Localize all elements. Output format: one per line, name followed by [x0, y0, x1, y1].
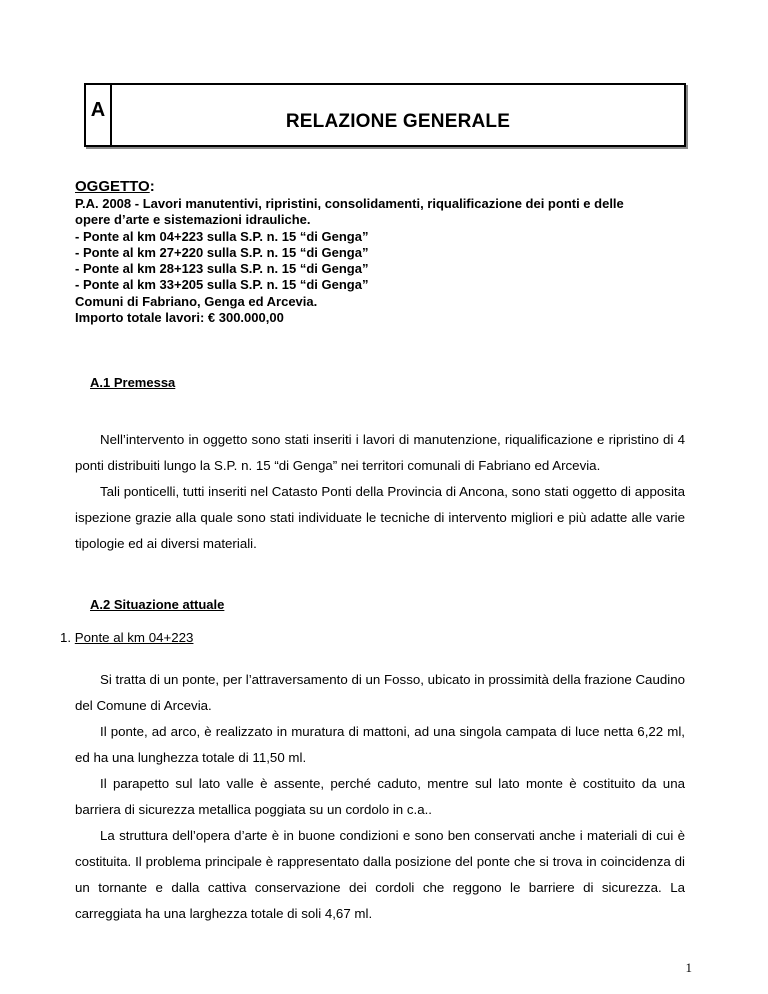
item-number: 1. — [60, 630, 72, 645]
section-title-premessa: A.1 Premessa — [90, 375, 176, 390]
paragraph: Il ponte, ad arco, è realizzato in muratura di mattoni, ad una singola campata di luce netta 6,22 ml, ed ha una lunghezza totale di 11,50 ml. — [75, 724, 685, 765]
section-title-situazione: A.2 Situazione attuale — [90, 597, 225, 612]
oggetto-line: Importo totale lavori: € 300.000,00 — [75, 310, 284, 326]
paragraph: Il parapetto sul lato valle è assente, perché caduto, mentre sul lato monte è costituito da una barriera di sicurezza metallica poggiata su un cordolo in c.a.. — [75, 776, 685, 817]
paragraph: La struttura dell’opera d’arte è in buone condizioni e sono ben conservati anche i materiali di cui è costituita. Il problema principale è rappresentato dalla posizione del ponte che si trova in coincidenza di un tornante e dalla cattiva conservazione dei cordoli che reggono le barriere di sicurezza. La carreggiata ha una larghezza totale di soli 4,67 ml. — [75, 828, 685, 921]
section-header-box — [84, 83, 686, 147]
section-letter: A — [86, 85, 112, 145]
page-number: 1 — [685, 960, 692, 975]
oggetto-block — [75, 178, 715, 326]
situazione-body — [75, 667, 685, 927]
oggetto-line: - Ponte al km 27+220 sulla S.P. n. 15 “di Genga” — [75, 244, 369, 260]
paragraph: Si tratta di un ponte, per l’attraversamento di un Fosso, ubicato in prossimità della frazione Caudino del Comune di Arcevia. — [75, 672, 685, 713]
oggetto-line: - Ponte al km 28+123 sulla S.P. n. 15 “di Genga” — [75, 261, 369, 277]
paragraph: Nell’intervento in oggetto sono stati inseriti i lavori di manutenzione, riqualificazione e ripristino di 4 ponti distribuiti lungo la S.P. n. 15 “di Genga” nei territori comunali di Fabriano ed Arcevia. — [75, 432, 685, 473]
oggetto-label: OGGETTO: — [75, 178, 155, 195]
item-title: Ponte al km 04+223 — [74, 630, 194, 645]
oggetto-line: Comuni di Fabriano, Genga ed Arcevia. — [75, 293, 318, 309]
item-heading — [60, 630, 193, 645]
oggetto-line: - Ponte al km 33+205 sulla S.P. n. 15 “di Genga” — [75, 277, 369, 293]
oggetto-line: - Ponte al km 04+223 sulla S.P. n. 15 “di Genga” — [75, 228, 369, 244]
premessa-body — [75, 427, 685, 557]
oggetto-line: opere d’arte e sistemazioni idrauliche. — [75, 212, 311, 228]
paragraph: Tali ponticelli, tutti inseriti nel Catasto Ponti della Provincia di Ancona, sono stati oggetto di apposita ispezione grazie alla quale sono stati individuate le tecniche di intervento migliori e più adatte alle varie tipologie ed ai diversi materiali. — [75, 484, 685, 551]
oggetto-line: P.A. 2008 - Lavori manutentivi, ripristini, consolidamenti, riqualificazione dei ponti e delle — [75, 196, 624, 211]
document-title: RELAZIONE GENERALE — [285, 111, 511, 132]
